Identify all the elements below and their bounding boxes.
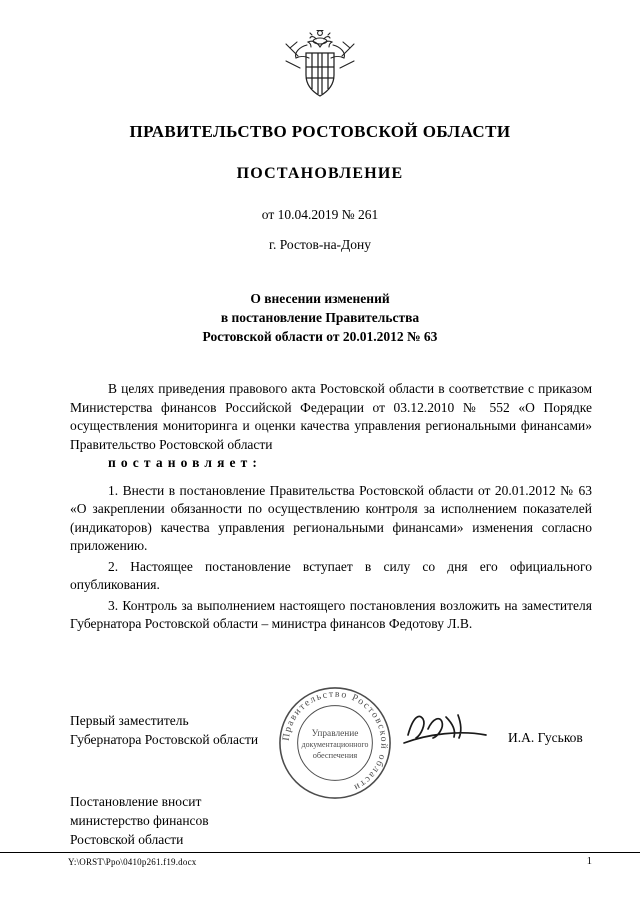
document-title	[0, 289, 640, 346]
document-title-line-1: О внесении изменений	[250, 291, 390, 306]
document-body	[70, 380, 592, 634]
document-type-heading: ПОСТАНОВЛЕНИЕ	[236, 165, 404, 182]
item-paragraph-1: 1. Внести в постановление Правительства Ростовской области от 20.01.2012 № 63 «О закреплении обязанности по осуществлению контроля за исполнением показателей (индикаторов) качества управления региональными финансами» изменения согласно приложению.	[70, 482, 592, 553]
signer-position-line-2: Губернатора Ростовской области	[70, 732, 259, 747]
stamp-center-line-3: обеспечения	[312, 750, 358, 760]
document-title-line-3: Ростовской области от 20.01.2012 № 63	[202, 329, 438, 344]
signer-position-line-1: Первый заместитель	[70, 713, 189, 728]
intro-paragraph	[70, 380, 592, 473]
stamp-center-line-1: Управление	[311, 729, 359, 740]
submitter-line-2: министерство финансов	[70, 813, 209, 828]
rostov-region-coat-of-arms-icon	[282, 26, 358, 104]
submitter-line-3: Ростовской области	[70, 832, 184, 847]
signer-position	[70, 711, 258, 749]
stamp-center-line-2: документационного	[301, 739, 369, 749]
submitter-block	[70, 792, 209, 849]
footer-page-number: 1	[586, 856, 592, 867]
round-office-stamp	[276, 684, 394, 802]
footer-file-path: Y:\ORST\Ppo\0410p261.f19.docx	[68, 857, 197, 867]
intro-resolves-word: постановляет:	[108, 455, 263, 470]
city-line: г. Ростов-на-Дону	[268, 237, 371, 252]
item-paragraph-3: 3. Контроль за выполнением настоящего постановления возложить на заместителя Губернатора Ростовской области – министра финансов Федотову Л.В.	[70, 597, 592, 631]
signer-name: И.А. Гуськов	[508, 730, 583, 745]
numbered-items	[70, 482, 592, 634]
submitter-line-1: Постановление вносит	[70, 794, 202, 809]
date-and-number-line: от 10.04.2019 № 261	[261, 207, 379, 222]
document-title-line-2: в постановление Правительства	[220, 310, 420, 325]
item-paragraph-2: 2. Настоящее постановление вступает в силу со дня его официального опубликования.	[70, 558, 592, 592]
organization-name: ПРАВИТЕЛЬСТВО РОСТОВСКОЙ ОБЛАСТИ	[129, 122, 511, 141]
footer-divider	[0, 852, 640, 853]
stamp-ring-text: Правительство Ростовской области	[280, 688, 390, 794]
intro-paragraph-text: В целях приведения правового акта Ростовской области в соответствие с приказом Министерства финансов Российской Федерации от 03.12.2010 № 552 «О Порядке осуществления мониторинга и оценки качества управления региональными финансами» Правительство Ростовской области	[70, 381, 592, 452]
handwritten-signature	[398, 705, 490, 753]
